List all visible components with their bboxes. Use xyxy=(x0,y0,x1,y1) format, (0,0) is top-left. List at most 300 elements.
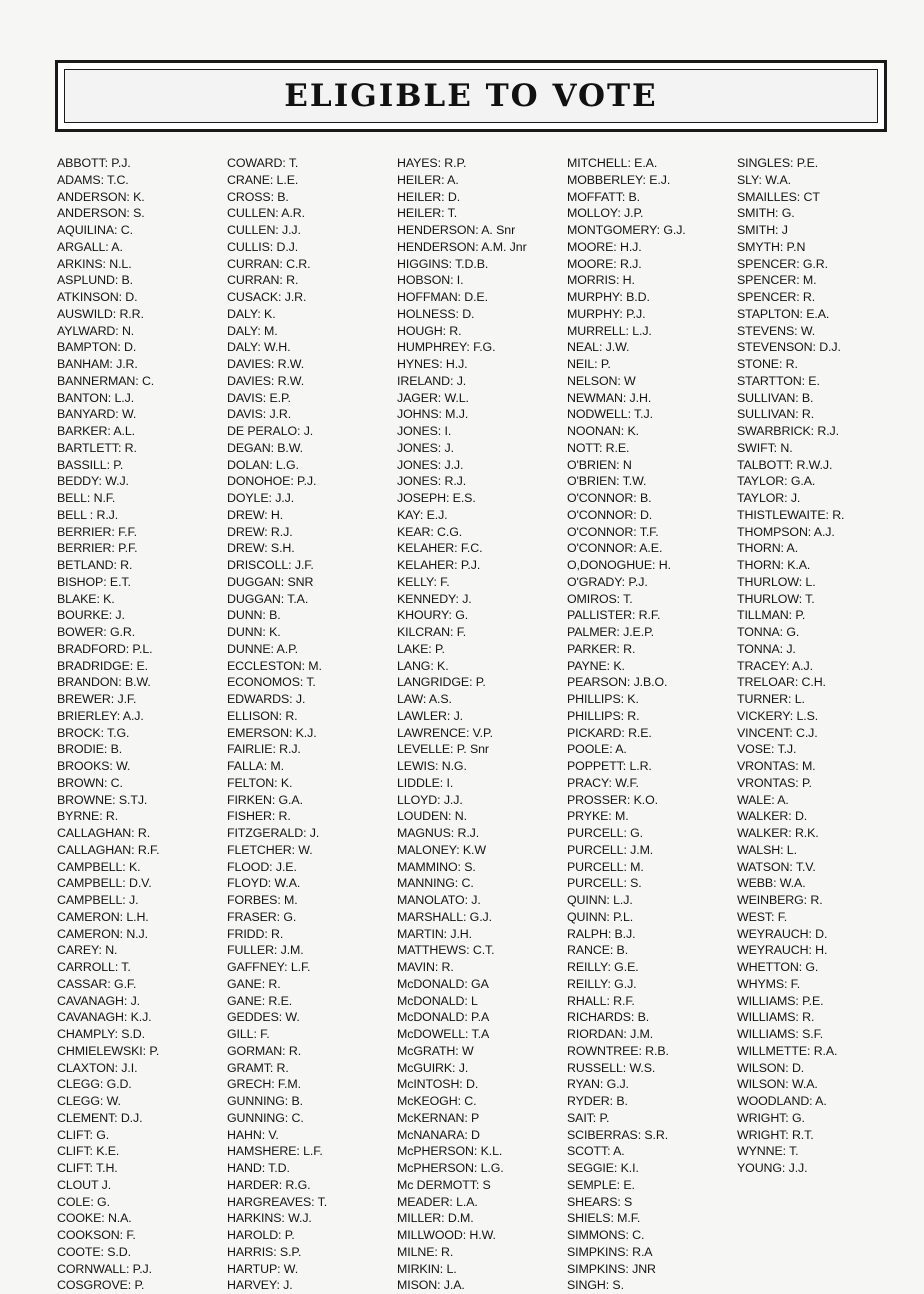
voter-entry: McPHERSON: L.G. xyxy=(397,1161,504,1175)
voter-entry: KELLY: F. xyxy=(397,574,450,589)
voter-entry: McDOWELL: T.A xyxy=(397,1027,490,1041)
voter-entry: THORN: K.A. xyxy=(737,558,811,572)
voter-entry: BOWER: G.R. xyxy=(57,625,136,639)
voter-entry: WEINBERG: R. xyxy=(737,893,823,907)
voter-entry: THISTLEWAITE: R. xyxy=(737,507,845,522)
voter-entry: SHEARS: S xyxy=(567,1194,633,1209)
voter-entry: ECONOMOS: T. xyxy=(227,675,316,690)
voter-entry: DALY: K. xyxy=(227,306,276,321)
voter-entry: GEDDES: W. xyxy=(227,1010,300,1025)
voter-entry: YOUNG: J.J. xyxy=(737,1161,808,1175)
voter-entry: LLOYD: J.J. xyxy=(397,792,463,807)
voter-entry: RUSSELL: W.S. xyxy=(567,1060,656,1075)
voter-entry: MAVIN: R. xyxy=(397,960,454,974)
name-column-2 xyxy=(227,155,327,1294)
voter-entry: SIMPKINS: R.A xyxy=(567,1244,653,1259)
voter-entry: CLIFT: T.H. xyxy=(57,1161,118,1175)
voter-entry: LAWRENCE: V.P. xyxy=(397,725,493,740)
voter-entry: BARTLETT: R. xyxy=(57,440,137,455)
voter-entry: DAVIES: R.W. xyxy=(227,373,305,388)
voter-entry: HEILER: D. xyxy=(397,189,461,204)
voter-entry: LAKE: P. xyxy=(397,641,445,656)
voter-entry: HARVEY: J. xyxy=(227,1278,293,1293)
voter-entry: MIRKIN: L. xyxy=(397,1261,457,1276)
voter-entry: BAMPTON: D. xyxy=(57,340,137,355)
voter-entry: McDONALD: GA xyxy=(397,976,489,991)
voter-entry: DONOHOE: P.J. xyxy=(227,474,317,489)
voter-entry: LEVELLE: P. Snr xyxy=(397,742,489,757)
voter-entry: JOSEPH: E.S. xyxy=(397,491,476,505)
voter-entry: WEBB: W.A. xyxy=(737,876,806,891)
voter-entry: TRELOAR: C.H. xyxy=(737,675,826,690)
voter-entry: ASPLUND: B. xyxy=(57,273,134,288)
voter-entry: NELSON: W xyxy=(567,373,636,388)
voter-entry: CAMPBELL: K. xyxy=(57,859,141,874)
voter-entry: CAMERON: L.H. xyxy=(57,909,149,924)
voter-entry: O'CONNOR: D. xyxy=(567,507,653,522)
voter-entry: DUNN: K. xyxy=(227,625,281,639)
voter-entry: SMAILLES: CT xyxy=(737,189,820,204)
voter-entry: BROWNE: S.TJ. xyxy=(57,792,148,807)
voter-entry: NEIL: P. xyxy=(567,357,611,371)
voter-entry: HOUGH: R. xyxy=(397,323,462,338)
voter-entry: BASSILL: P. xyxy=(57,457,124,472)
voter-entry: VRONTAS: M. xyxy=(737,759,816,773)
voter-entry: LOUDEN: N. xyxy=(397,809,467,824)
voter-entry: BLAKE: K. xyxy=(57,591,115,606)
voter-entry: RICHARDS: B. xyxy=(567,1010,650,1025)
voter-entry: TILLMAN: P. xyxy=(737,608,806,623)
voter-entry: SMYTH: P.N xyxy=(737,239,806,254)
voter-entry: KILCRAN: F. xyxy=(397,625,467,639)
voter-entry: ADAMS: T.C. xyxy=(57,172,129,187)
voter-entry: HIGGINS: T.D.B. xyxy=(397,256,489,271)
voter-entry: DE PERALO: J. xyxy=(227,424,314,438)
voter-entry: SINGH: S. xyxy=(567,1278,624,1293)
voter-entry: BRADFORD: P.L. xyxy=(57,641,153,656)
voter-entry: POOLE: A. xyxy=(567,742,627,757)
voter-entry: THURLOW: L. xyxy=(737,574,816,589)
voter-entry: WILSON: D. xyxy=(737,1060,805,1075)
voter-entry: RIORDAN: J.M. xyxy=(567,1027,654,1041)
voter-entry: BERRIER: F.F. xyxy=(57,524,137,539)
voter-entry: CURRAN: C.R. xyxy=(227,256,311,271)
voter-entry: JONES: J.J. xyxy=(397,457,464,472)
voter-entry: GAFFNEY: L.F. xyxy=(227,960,311,974)
voter-entry: DOYLE: J.J. xyxy=(227,491,295,505)
voter-entry: PARKER: R. xyxy=(567,641,636,656)
voter-entry: WILLIAMS: S.F. xyxy=(737,1027,824,1041)
voter-entry: FITZGERALD: J. xyxy=(227,826,320,840)
voter-entry: ARKINS: N.L. xyxy=(57,256,132,271)
voter-entry: SEGGIE: K.I. xyxy=(567,1161,639,1175)
voter-entry: RYAN: G.J. xyxy=(567,1077,629,1092)
voter-entry: CAVANAGH: K.J. xyxy=(57,1010,152,1025)
voter-entry: O'GRADY: P.J. xyxy=(567,574,648,589)
voter-entry: TONNA: J. xyxy=(737,641,796,656)
voter-entry: MATTHEWS: C.T. xyxy=(397,943,495,958)
voter-entry: BROOKS: W. xyxy=(57,759,131,773)
voter-entry: CRANE: L.E. xyxy=(227,172,299,187)
voter-entry: MOFFATT: B. xyxy=(567,189,641,204)
voter-entry: SPENCER: R. xyxy=(737,290,816,304)
voter-entry: SWARBRICK: R.J. xyxy=(737,424,839,438)
voter-entry: COOTE: S.D. xyxy=(57,1244,131,1259)
voter-entry: SPENCER: G.R. xyxy=(737,256,828,271)
voter-entry: REILLY: G.J. xyxy=(567,976,637,991)
voter-entry: BROWN: C. xyxy=(57,775,123,790)
voter-entry: KELAHER: P.J. xyxy=(397,558,481,572)
voter-entry: THURLOW: T. xyxy=(737,591,815,606)
voter-entry: CUSACK: J.R. xyxy=(227,290,307,304)
voter-entry: CLOUT J. xyxy=(57,1177,112,1192)
voter-entry: POPPETT: L.R. xyxy=(567,759,652,773)
voter-entry: NEWMAN: J.H. xyxy=(567,390,652,405)
voter-entry: PURCELL: J.M. xyxy=(567,842,654,857)
voter-entry: EMERSON: K.J. xyxy=(227,725,317,740)
voter-entry: O'CONNOR: B. xyxy=(567,491,652,505)
voter-entry: PURCELL: S. xyxy=(567,876,642,891)
voter-entry: MARSHALL: G.J. xyxy=(397,909,492,924)
voter-entry: CORNWALL: P.J. xyxy=(57,1261,152,1276)
voter-entry: FALLA: M. xyxy=(227,759,284,773)
voter-entry: HUMPHREY: F.G. xyxy=(397,340,496,355)
voter-entry: CULLIS: D.J. xyxy=(227,239,299,254)
voter-entry: COSGROVE: P. xyxy=(57,1278,145,1293)
voter-entry: CAMPBELL: D.V. xyxy=(57,876,152,891)
voter-entry: SMITH: G. xyxy=(737,206,795,221)
voter-entry: TALBOTT: R.W.J. xyxy=(737,457,833,472)
name-column-4 xyxy=(567,155,686,1294)
voter-entry: HARRIS: S.P. xyxy=(227,1244,302,1259)
title-banner xyxy=(55,60,887,132)
voter-entry: VOSE: T.J. xyxy=(737,742,797,757)
voter-entry: McNANARA: D xyxy=(397,1127,480,1142)
voter-entry: SULLIVAN: B. xyxy=(737,390,814,405)
voter-entry: MONTGOMERY: G.J. xyxy=(567,223,686,237)
voter-entry: RALPH: B.J. xyxy=(567,926,636,941)
voter-entry: HAND: T.D. xyxy=(227,1161,290,1175)
voter-entry: LIDDLE: I. xyxy=(397,775,454,790)
voter-entry: GUNNING: C. xyxy=(227,1110,304,1125)
voter-entry: O'CONNOR: A.E. xyxy=(567,541,663,556)
voter-entry: MARTIN: J.H. xyxy=(397,926,472,941)
voter-entry: WHETTON: G. xyxy=(737,960,819,974)
voter-entry: LAWLER: J. xyxy=(397,708,464,723)
voter-entry: McDONALD: L xyxy=(397,993,478,1008)
voter-entry: MILNE: R. xyxy=(397,1244,454,1259)
voter-entry: PHILLIPS: R. xyxy=(567,708,640,723)
voter-entry: ROWNTREE: R.B. xyxy=(567,1043,669,1058)
voter-entry: GANE: R.E. xyxy=(227,993,293,1008)
voter-entry: MORRIS: H. xyxy=(567,273,635,288)
voter-entry: PROSSER: K.O. xyxy=(567,792,658,807)
voter-entry: O'BRIEN: T.W. xyxy=(567,474,647,489)
voter-entry: FORBES: M. xyxy=(227,893,298,907)
voter-entry: FISHER: R. xyxy=(227,809,291,824)
voter-entry: MANOLATO: J. xyxy=(397,893,481,907)
voter-entry: DUGGAN: SNR xyxy=(227,574,314,589)
voter-entry: CALLAGHAN: R. xyxy=(57,826,151,840)
voter-entry: HENDERSON: A. Snr xyxy=(397,223,516,237)
voter-entry: HAMSHERE: L.F. xyxy=(227,1144,323,1159)
voter-entry: PICKARD: R.E. xyxy=(567,725,652,740)
voter-entry: MISON: J.A. xyxy=(397,1278,465,1293)
voter-entry: DREW: R.J. xyxy=(227,524,293,539)
voter-entry: QUINN: P.L. xyxy=(567,909,634,924)
voter-entry: CASSAR: G.F. xyxy=(57,976,137,991)
voter-entry: CAMPBELL: J. xyxy=(57,893,139,907)
voter-entry: SIMMONS: C. xyxy=(567,1228,645,1242)
voter-entry: FAIRLIE: R.J. xyxy=(227,742,301,757)
voter-entry: VRONTAS: P. xyxy=(737,775,812,790)
voter-entry: GRAMT: R. xyxy=(227,1060,289,1075)
voter-entry: CLEMENT: D.J. xyxy=(57,1110,143,1125)
voter-entry: Mc DERMOTT: S xyxy=(397,1177,491,1192)
voter-entry: CLIFT: K.E. xyxy=(57,1144,120,1159)
voter-entry: THORN: A. xyxy=(737,541,799,556)
voter-entry: WALKER: D. xyxy=(737,809,808,824)
voter-entry: LANGRIDGE: P. xyxy=(397,675,486,690)
voter-entry: HOBSON: I. xyxy=(397,273,464,288)
voter-entry: JONES: R.J. xyxy=(397,474,467,489)
voter-entry: VINCENT: C.J. xyxy=(737,725,818,740)
voter-entry: HOLNESS: D. xyxy=(397,306,475,321)
voter-entry: MOORE: R.J. xyxy=(567,256,642,271)
voter-entry: GILL: F. xyxy=(227,1027,270,1041)
voter-entry: THOMPSON: A.J. xyxy=(737,524,835,539)
voter-entry: CLIFT: G. xyxy=(57,1127,110,1142)
voter-entry: MILLER: D.M. xyxy=(397,1211,474,1226)
voter-entry: DALY: M. xyxy=(227,323,278,338)
voter-entry: DALY: W.H. xyxy=(227,340,291,355)
voter-entry: ATKINSON: D. xyxy=(57,290,138,304)
voter-entry: BRADRIDGE: E. xyxy=(57,658,148,673)
voter-entry: O'CONNOR: T.F. xyxy=(567,524,659,539)
voter-entry: SLY: W.A. xyxy=(737,172,791,187)
voter-entry: CHMIELEWSKI: P. xyxy=(57,1043,160,1058)
voter-entry: BRODIE: B. xyxy=(57,742,123,757)
name-column-5 xyxy=(737,155,844,1177)
voter-entry: STEVENSON: D.J. xyxy=(737,340,841,355)
voter-entry: WYNNE: T. xyxy=(737,1144,799,1159)
voter-entry: SCIBERRAS: S.R. xyxy=(567,1127,669,1142)
voter-entry: PRACY: W.F. xyxy=(567,775,639,790)
voter-entry: FIRKEN: G.A. xyxy=(227,792,303,807)
voter-entry: DRISCOLL: J.F. xyxy=(227,558,314,572)
voter-entry: HAHN: V. xyxy=(227,1127,279,1142)
voter-entry: McGRATH: W xyxy=(397,1043,474,1058)
voter-entry: OMIROS: T. xyxy=(567,591,633,606)
voter-entry: TAYLOR: G.A. xyxy=(737,474,816,489)
voter-entry: MEADER: L.A. xyxy=(397,1194,478,1209)
voter-entry: DUNNE: A.P. xyxy=(227,641,298,656)
voter-entry: WRIGHT: G. xyxy=(737,1110,805,1125)
title-banner-inner xyxy=(64,69,878,123)
voter-entry: BRANDON: B.W. xyxy=(57,675,151,690)
voter-entry: WILLIAMS: P.E. xyxy=(737,993,824,1008)
voter-entry: MALONEY: K.W xyxy=(397,842,486,857)
voter-entry: KHOURY: G. xyxy=(397,608,469,623)
voter-entry: SULLIVAN: R. xyxy=(737,407,815,422)
voter-entry: STAPLTON: E.A. xyxy=(737,306,830,321)
voter-entry: BETLAND: R. xyxy=(57,558,133,572)
voter-entry: DEGAN: B.W. xyxy=(227,440,304,455)
voter-entry: BANHAM: J.R. xyxy=(57,357,138,371)
voter-entry: HOFFMAN: D.E. xyxy=(397,290,488,304)
voter-entry: BRIERLEY: A.J. xyxy=(57,708,144,723)
voter-entry: PHILLIPS: K. xyxy=(567,692,639,706)
voter-entry: FELTON: K. xyxy=(227,775,293,790)
voter-entry: ANDERSON: S. xyxy=(57,206,145,221)
voter-entry: PALMER: J.E.P. xyxy=(567,625,654,639)
voter-entry: WILLIAMS: R. xyxy=(737,1010,815,1025)
voter-entry: MITCHELL: E.A. xyxy=(567,156,658,170)
voter-entry: KAY: E.J. xyxy=(397,507,448,522)
voter-entry: MAGNUS: R.J. xyxy=(397,826,480,840)
voter-entry: HEILER: A. xyxy=(397,172,459,187)
voter-entry: CULLEN: J.J. xyxy=(227,223,301,237)
voter-entry: FULLER: J.M. xyxy=(227,943,304,958)
voter-entry: BREWER: J.F. xyxy=(57,692,137,706)
voter-entry: STEVENS: W. xyxy=(737,323,816,338)
voter-entry: MURRELL: L.J. xyxy=(567,323,652,338)
voter-entry: SINGLES: P.E. xyxy=(737,156,819,170)
voter-entry: McKERNAN: P xyxy=(397,1110,480,1125)
voter-entry: ABBOTT: P.J. xyxy=(57,156,131,170)
voter-entry: CROSS: B. xyxy=(227,189,289,204)
voter-entry: GORMAN: R. xyxy=(227,1043,302,1058)
voter-entry: WEYRAUCH: D. xyxy=(737,926,828,941)
voter-entry: QUINN: L.J. xyxy=(567,893,633,907)
voter-entry: LAW: A.S. xyxy=(397,692,452,706)
voter-entry: GUNNING: B. xyxy=(227,1094,304,1108)
voter-entry: TRACEY: A.J. xyxy=(737,658,813,673)
voter-entry: DAVIS: J.R. xyxy=(227,407,292,422)
voter-entry: COOKSON: F. xyxy=(57,1228,136,1242)
voter-entry: HARKINS: W.J. xyxy=(227,1211,312,1226)
voter-entry: ANDERSON: K. xyxy=(57,189,145,204)
voter-entry: WRIGHT: R.T. xyxy=(737,1127,814,1142)
voter-entry: CHAMPLY: S.D. xyxy=(57,1027,145,1041)
voter-entry: PEARSON: J.B.O. xyxy=(567,675,668,690)
voter-entry: VICKERY: L.S. xyxy=(737,708,819,723)
voter-entry: LANG: K. xyxy=(397,658,449,673)
voter-entry: PURCELL: M. xyxy=(567,859,644,874)
voter-entry: NEAL: J.W. xyxy=(567,340,630,355)
voter-entry: HYNES: H.J. xyxy=(397,357,468,371)
voter-entry: MOBBERLEY: E.J. xyxy=(567,172,671,187)
voter-entry: KENNEDY: J. xyxy=(397,591,472,606)
voter-entry: JOHNS: M.J. xyxy=(397,407,469,422)
voter-entry: BANYARD: W. xyxy=(57,407,137,422)
voter-entry: BANNERMAN: C. xyxy=(57,373,155,388)
voter-entry: DREW: H. xyxy=(227,507,284,522)
voter-entry: FRASER: G. xyxy=(227,909,297,924)
voter-entry: NODWELL: T.J. xyxy=(567,407,653,422)
voter-entry: SPENCER: M. xyxy=(737,273,817,288)
voter-entry: CAMERON: N.J. xyxy=(57,926,148,941)
voter-entry: REILLY: G.E. xyxy=(567,960,639,974)
voter-entry: WHYMS: F. xyxy=(737,976,801,991)
voter-entry: BEDDY: W.J. xyxy=(57,474,129,489)
voter-entry: SCOTT: A. xyxy=(567,1144,625,1159)
voter-entry: HEILER: T. xyxy=(397,206,458,221)
voter-entry: RANCE: B. xyxy=(567,943,629,958)
voter-entry: PALLISTER: R.F. xyxy=(567,608,661,623)
voter-entry: McKEOGH: C. xyxy=(397,1094,477,1108)
voter-entry: RYDER: B. xyxy=(567,1094,628,1108)
voter-entry: ECCLESTON: M. xyxy=(227,658,322,673)
voter-entry: CURRAN: R. xyxy=(227,273,299,288)
voter-entry: TONNA: G. xyxy=(737,625,800,639)
voter-entry: KEAR: C.G. xyxy=(397,524,463,539)
voter-entry: PRYKE: M. xyxy=(567,809,629,824)
voter-entry: JAGER: W.L. xyxy=(397,390,469,405)
voter-entry: NOONAN: K. xyxy=(567,424,639,438)
voter-entry: DOLAN: L.G. xyxy=(227,457,299,472)
voter-entry: MAMMINO: S. xyxy=(397,859,476,874)
voter-entry: DUNN: B. xyxy=(227,608,281,623)
voter-entry: CULLEN: A.R. xyxy=(227,206,305,221)
voter-entry: TURNER: L. xyxy=(737,692,805,706)
voter-entry: PURCELL: G. xyxy=(567,826,644,840)
voter-entry: JONES: J. xyxy=(397,440,454,455)
voter-entry: McGUIRK: J. xyxy=(397,1060,469,1075)
voter-entry: WEST: F. xyxy=(737,909,788,924)
voter-entry: BERRIER: P.F. xyxy=(57,541,138,556)
voter-entry: MANNING: C. xyxy=(397,876,474,891)
voter-entry: TAYLOR: J. xyxy=(737,491,801,505)
voter-entry: SAIT: P. xyxy=(567,1110,610,1125)
voter-entry: WALSH: L. xyxy=(737,842,797,857)
voter-entry: DREW: S.H. xyxy=(227,541,295,556)
voter-entry: BISHOP: E.T. xyxy=(57,574,131,589)
voter-entry: WILLMETTE: R.A. xyxy=(737,1043,838,1058)
voter-entry: WOODLAND: A. xyxy=(737,1094,827,1108)
voter-entry: BELL: N.F. xyxy=(57,491,116,505)
voter-entry: HAROLD: P. xyxy=(227,1228,295,1242)
voter-entry: MOORE: H.J. xyxy=(567,239,642,254)
voter-entry: CLEGG: W. xyxy=(57,1094,121,1108)
voter-entry: McPHERSON: K.L. xyxy=(397,1144,503,1159)
voter-entry: MURPHY: B.D. xyxy=(567,290,650,304)
voter-entry: CARROLL: T. xyxy=(57,960,131,974)
voter-entry: AQUILINA: C. xyxy=(57,223,133,237)
voter-entry: HARTUP: W. xyxy=(227,1261,299,1276)
voter-entry: COLE: G. xyxy=(57,1194,110,1209)
voter-entry: HARDER: R.G. xyxy=(227,1177,311,1192)
voter-entry: MURPHY: P.J. xyxy=(567,306,646,321)
voter-entry: O,DONOGHUE: H. xyxy=(567,558,671,572)
name-column-3 xyxy=(397,155,527,1294)
voter-entry: BELL : R.J. xyxy=(57,507,119,522)
voter-entry: O'BRIEN: N xyxy=(567,457,632,472)
voter-entry: BARKER: A.L. xyxy=(57,424,135,438)
voter-entry: FLOYD: W.A. xyxy=(227,876,301,891)
voter-entry: FLOOD: J.E. xyxy=(227,859,297,874)
voter-entry: LEWIS: N.G. xyxy=(397,759,467,773)
voter-entry: BYRNE: R. xyxy=(57,809,119,824)
voter-entry: HAYES: R.P. xyxy=(397,156,467,170)
voter-entry: WALKER: R.K. xyxy=(737,826,819,840)
voter-entry: SIMPKINS: JNR xyxy=(567,1261,656,1276)
voter-entry: CLAXTON: J.I. xyxy=(57,1060,138,1075)
voter-entry: WATSON: T.V. xyxy=(737,859,816,874)
voter-entry: HENDERSON: A.M. Jnr xyxy=(397,239,527,254)
voter-entry: RHALL: R.F. xyxy=(567,993,635,1008)
voter-entry: CAREY: N. xyxy=(57,943,118,958)
